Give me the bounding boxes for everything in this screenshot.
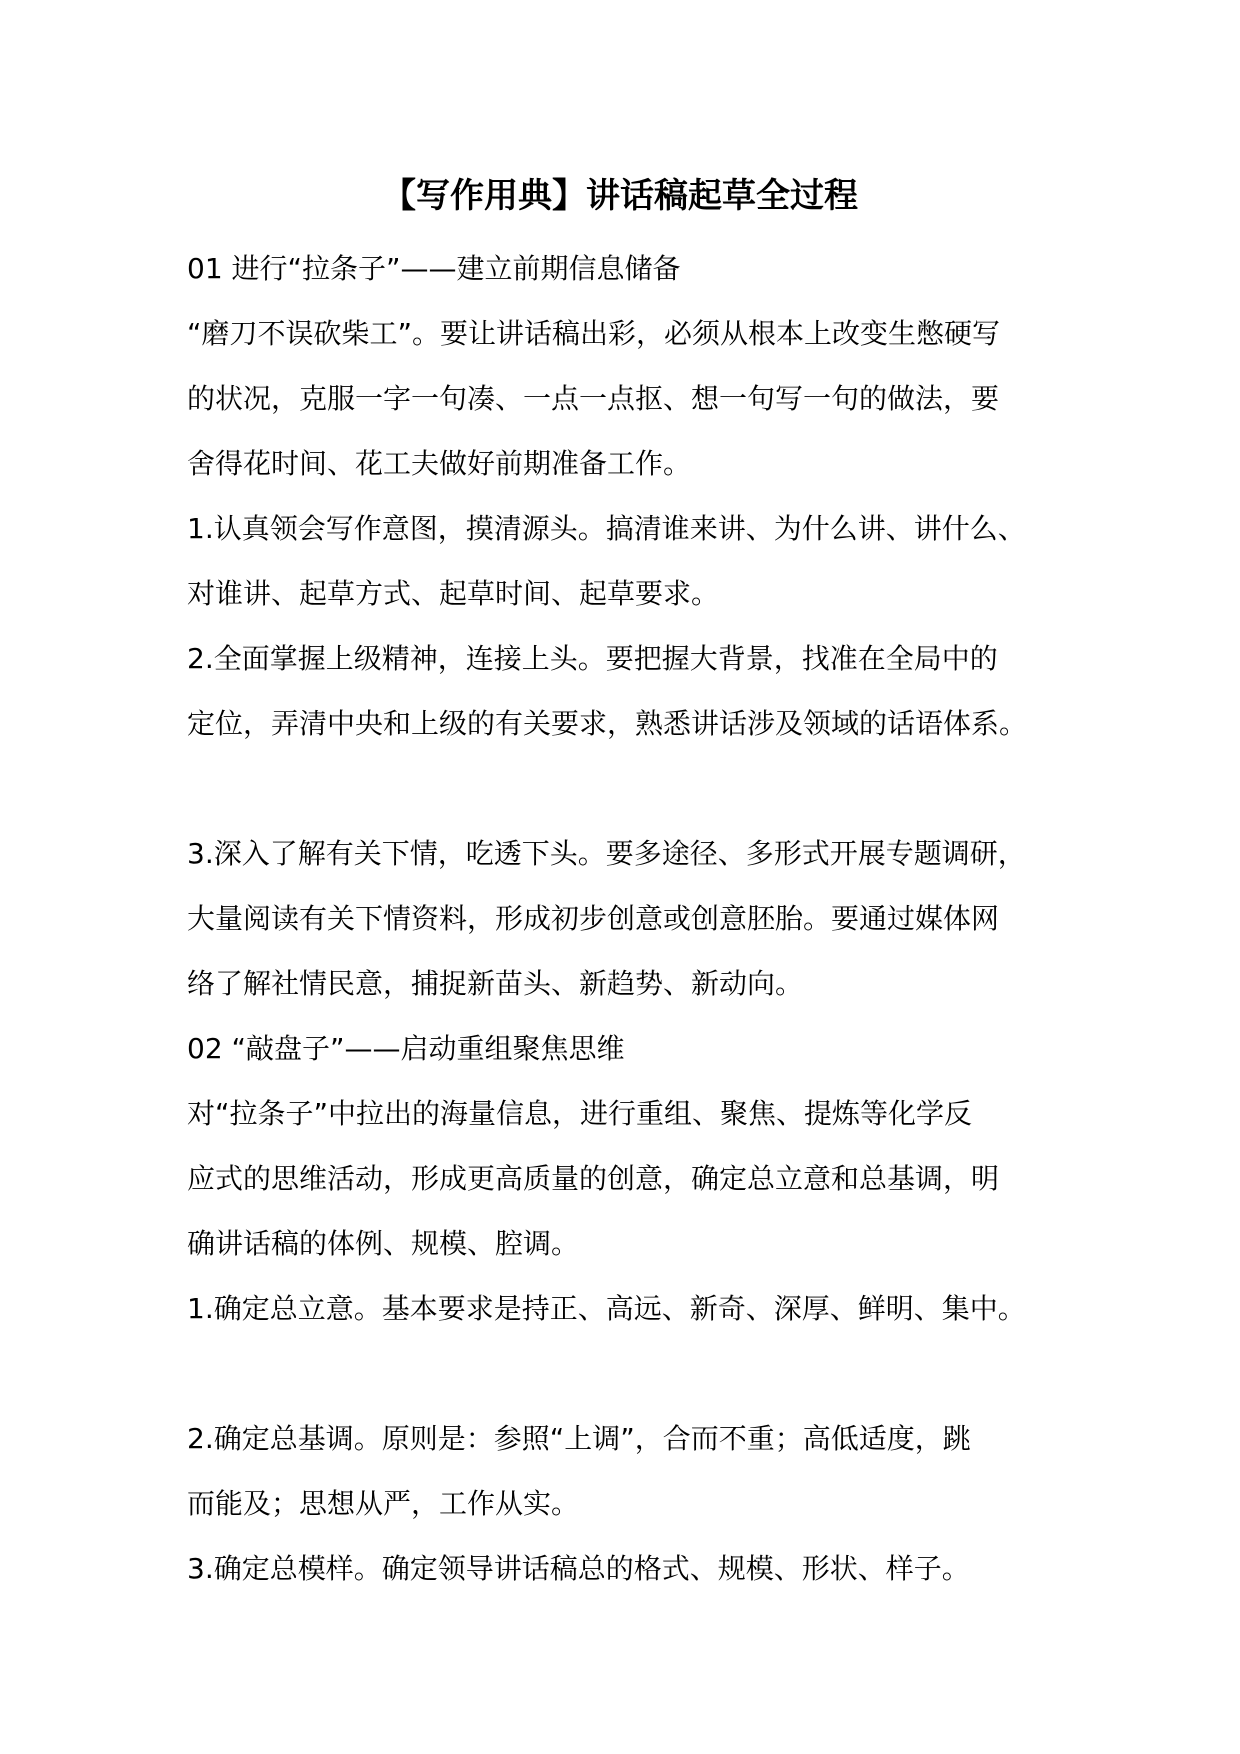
paragraph-line: 对“拉条子”中拉出的海量信息，进行重组、聚焦、提炼等化学反 bbox=[187, 1097, 973, 1130]
blank-line bbox=[187, 756, 1087, 821]
document-title: 【写作用典】讲话稿起草全过程 bbox=[382, 176, 858, 216]
list-item-line: 2.确定总基调。原则是：参照“上调”，合而不重；高低适度，跳 bbox=[187, 1422, 971, 1455]
list-item-line: 络了解社情民意，捕捉新苗头、新趋势、新动向。 bbox=[187, 967, 804, 1000]
list-item-line: 对谁讲、起草方式、起草时间、起草要求。 bbox=[187, 577, 720, 610]
paragraph-line: 确讲话稿的体例、规模、腔调。 bbox=[187, 1227, 580, 1260]
paragraph-line: 的状况，克服一字一句凑、一点一点抠、想一句写一句的做法，要 bbox=[187, 382, 1000, 415]
blank-line bbox=[187, 1341, 1087, 1406]
section-heading-2: 02 “敲盘子”——启动重组聚焦思维 bbox=[187, 1032, 625, 1065]
list-item-line: 而能及；思想从严，工作从实。 bbox=[187, 1487, 580, 1520]
paragraph-line: “磨刀不误砍柴工”。要让讲话稿出彩，必须从根本上改变生憋硬写 bbox=[187, 317, 1001, 350]
list-item-line: 1.确定总立意。基本要求是持正、高远、新奇、深厚、鲜明、集中。 bbox=[187, 1292, 1026, 1325]
section-heading-1: 01 进行“拉条子”——建立前期信息储备 bbox=[187, 252, 681, 285]
list-item-line: 1.认真领会写作意图，摸清源头。搞清谁来讲、为什么讲、讲什么、 bbox=[187, 512, 1026, 545]
list-item-line: 3.确定总模样。确定领导讲话稿总的格式、规模、形状、样子。 bbox=[187, 1552, 970, 1585]
paragraph-line: 应式的思维活动，形成更高质量的创意，确定总立意和总基调，明 bbox=[187, 1162, 1000, 1195]
list-item-line: 2.全面掌握上级精神，连接上头。要把握大背景，找准在全局中的 bbox=[187, 642, 998, 675]
list-item-line: 定位，弄清中央和上级的有关要求，熟悉讲话涉及领域的话语体系。 bbox=[187, 707, 1028, 740]
document-body bbox=[187, 236, 1087, 1601]
list-item-line: 3.深入了解有关下情，吃透下头。要多途径、多形式开展专题调研， bbox=[187, 837, 1026, 870]
list-item-line: 大量阅读有关下情资料，形成初步创意或创意胚胎。要通过媒体网 bbox=[187, 902, 1000, 935]
paragraph-line: 舍得花时间、花工夫做好前期准备工作。 bbox=[187, 447, 692, 480]
